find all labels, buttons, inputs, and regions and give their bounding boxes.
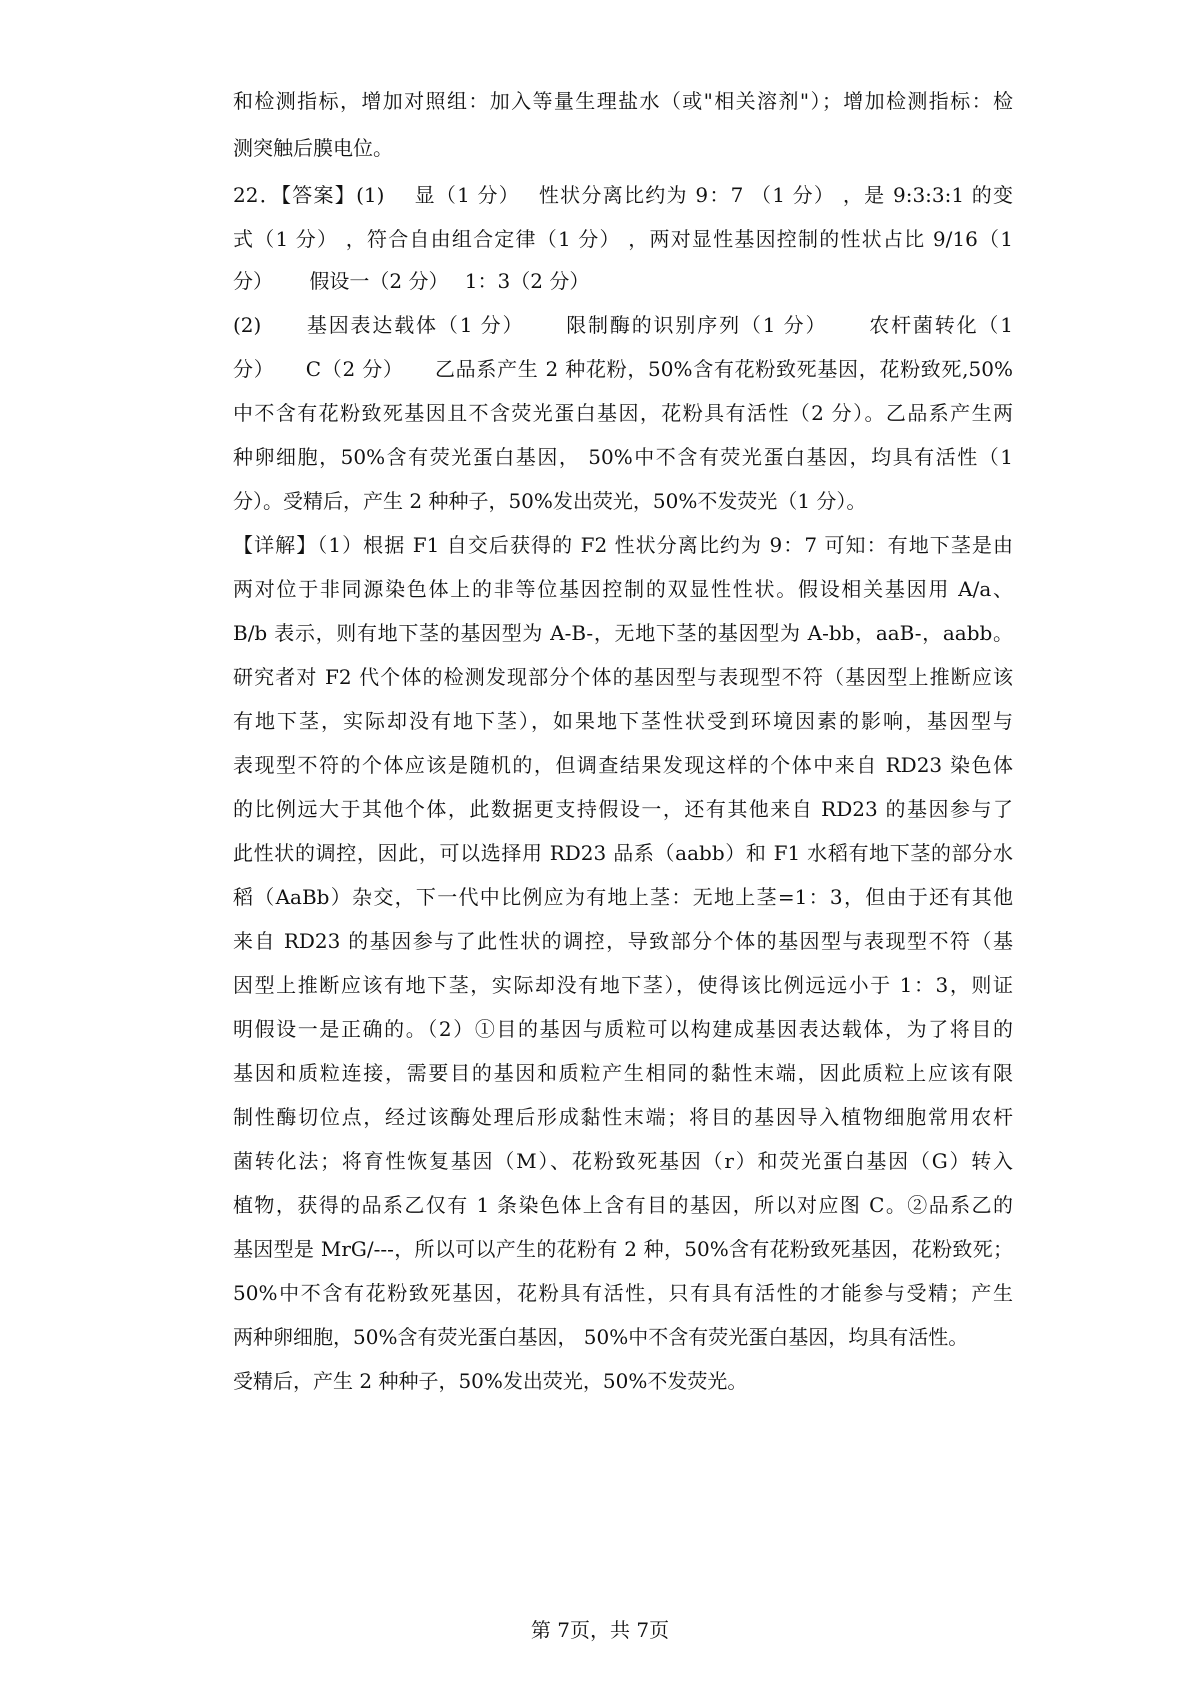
text-line: 50%中不含有花粉致死基因，花粉具有活性，只有具有活性的才能参与受精；产生	[233, 1281, 1013, 1305]
text-line: 测突触后膜电位。	[233, 136, 393, 160]
text-line: 和检测指标，增加对照组：加入等量生理盐水（或"相关溶剂"）；增加检测指标：检	[233, 89, 1013, 113]
text-line: 分）。受精后，产生 2 种种子，50%发出荧光，50%不发荧光（1 分）。	[233, 489, 867, 513]
text-line: B/b 表示，则有地下茎的基因型为 A-B-，无地下茎的基因型为 A-bb，aaB-，aabb。	[233, 621, 1013, 645]
text-line: 分） C（2 分） 乙品系产生 2 种花粉，50%含有花粉致死基因，花粉致死,50%	[233, 357, 1013, 381]
text-line: 因型上推断应该有地下茎，实际却没有地下茎），使得该比例远远小于 1：3，则证	[233, 973, 1013, 997]
text-line: 种卵细胞，50%含有荧光蛋白基因， 50%中不含有荧光蛋白基因，均具有活性（1	[233, 445, 1013, 469]
explanation-heading-line: 【详解】（1）根据 F1 自交后获得的 F2 性状分离比约为 9：7 可知：有地下茎是由	[233, 533, 1013, 557]
text-line: 两种卵细胞，50%含有荧光蛋白基因， 50%中不含有荧光蛋白基因，均具有活性。	[233, 1325, 969, 1349]
text-line: 受精后，产生 2 种种子，50%发出荧光，50%不发荧光。	[233, 1369, 748, 1393]
text-line: 菌转化法；将育性恢复基因（M）、花粉致死基因（r）和荧光蛋白基因（G）转入	[233, 1149, 1013, 1173]
text-line: 式（1 分） ，符合自由组合定律（1 分） ，两对显性基因控制的性状占比 9/16（1	[233, 227, 1013, 251]
text-line: 研究者对 F2 代个体的检测发现部分个体的基因型与表现型不符（基因型上推断应该	[233, 665, 1013, 689]
text-line: 表现型不符的个体应该是随机的，但调查结果发现这样的个体中来自 RD23 染色体	[233, 753, 1013, 777]
text-line: 基因型是 MrG/---，所以可以产生的花粉有 2 种，50%含有花粉致死基因，花粉致死；	[233, 1237, 1013, 1261]
text-line: 基因和质粒连接，需要目的基因和质粒产生相同的黏性末端，因此质粒上应该有限	[233, 1061, 1013, 1085]
text-line: 两对位于非同源染色体上的非等位基因控制的双显性性状。假设相关基因用 A/a、	[233, 577, 1013, 601]
text-line: 制性酶切位点，经过该酶处理后形成黏性末端；将目的基因导入植物细胞常用农杆	[233, 1105, 1013, 1129]
text-line: 中不含有花粉致死基因且不含荧光蛋白基因，花粉具有活性（2 分）。乙品系产生两	[233, 401, 1013, 425]
text-line: 稻（AaBb）杂交，下一代中比例应为有地上茎：无地上茎=1：3，但由于还有其他	[233, 885, 1013, 909]
answer-heading-line: 22．【答案】(1) 显（1 分） 性状分离比约为 9：7 （1 分） ，是 9:3:3:1 的变	[233, 183, 1013, 207]
text-line: 明假设一是正确的。（2）①目的基因与质粒可以构建成基因表达载体，为了将目的	[233, 1017, 1013, 1041]
text-line: 有地下茎，实际却没有地下茎），如果地下茎性状受到环境因素的影响，基因型与	[233, 709, 1013, 733]
text-line: 此性状的调控，因此，可以选择用 RD23 品系（aabb）和 F1 水稻有地下茎的部分水	[233, 841, 1013, 865]
text-line: 分） 假设一（2 分） 1：3（2 分）	[233, 269, 590, 293]
text-line: 的比例远大于其他个体，此数据更支持假设一，还有其他来自 RD23 的基因参与了	[233, 797, 1013, 821]
text-line: 植物，获得的品系乙仅有 1 条染色体上含有目的基因，所以对应图 C。②品系乙的	[233, 1193, 1013, 1217]
text-line: 来自 RD23 的基因参与了此性状的调控，导致部分个体的基因型与表现型不符（基	[233, 929, 1013, 953]
text-line: (2) 基因表达载体（1 分） 限制酶的识别序列（1 分） 农杆菌转化（1	[233, 313, 1013, 337]
page-footer: 第 7页，共 7页	[530, 1618, 670, 1642]
